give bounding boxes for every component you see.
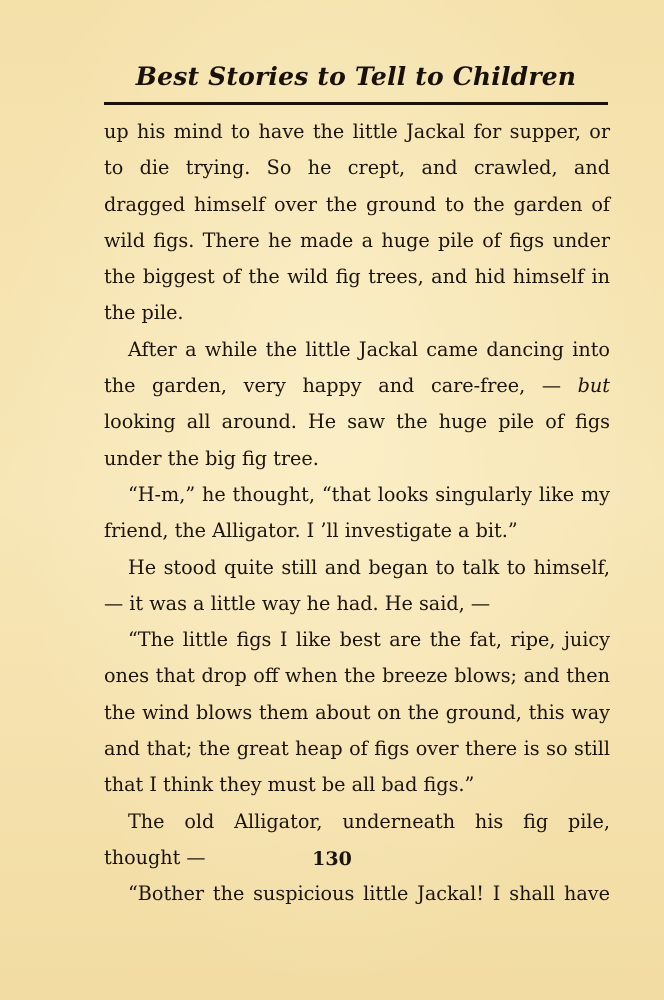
body-text: [104, 114, 610, 913]
running-title: Best Stories to Tell to Children: [135, 62, 577, 91]
paragraph-6: The old Alligator, underneath his fig pile, thought —: [104, 809, 610, 869]
paragraph-2-emphasis: but: [577, 374, 610, 398]
page-number: 130: [312, 848, 352, 870]
paragraph-1: up his mind to have the little Jackal for supper, or to die trying. So he crept, and crawled, and dragged himself over the ground to the garden of wild figs. There he made a huge pile of figs under the biggest of the wild fig trees, and hid himself in the pile.: [104, 120, 610, 325]
paragraph-2-end: looking all around. He saw the huge pile of figs under the big fig tree.: [104, 410, 610, 470]
paragraph-4: He stood quite still and began to talk to himself, — it was a little way he had. He said, —: [104, 555, 610, 615]
header-rule: [104, 102, 608, 105]
paragraph-3: “H-m,” he thought, “that looks singularly like my friend, the Alligator. I ’ll investigate a bit.”: [104, 482, 610, 543]
paragraph-5: “The little figs I like best are the fat, ripe, juicy ones that drop off when the breeze blows; and then the wind blows them about on the ground, this way and that; the great heap of figs over there is so still that I think they must be all bad figs.”: [104, 628, 610, 797]
paragraph-2-start: After a while the little Jackal came dancing into the garden, very happy and care-free, —: [104, 337, 610, 398]
paragraph-2: [104, 332, 610, 477]
paragraph-7: “Bother the suspicious little Jackal! I shall have: [128, 882, 610, 906]
